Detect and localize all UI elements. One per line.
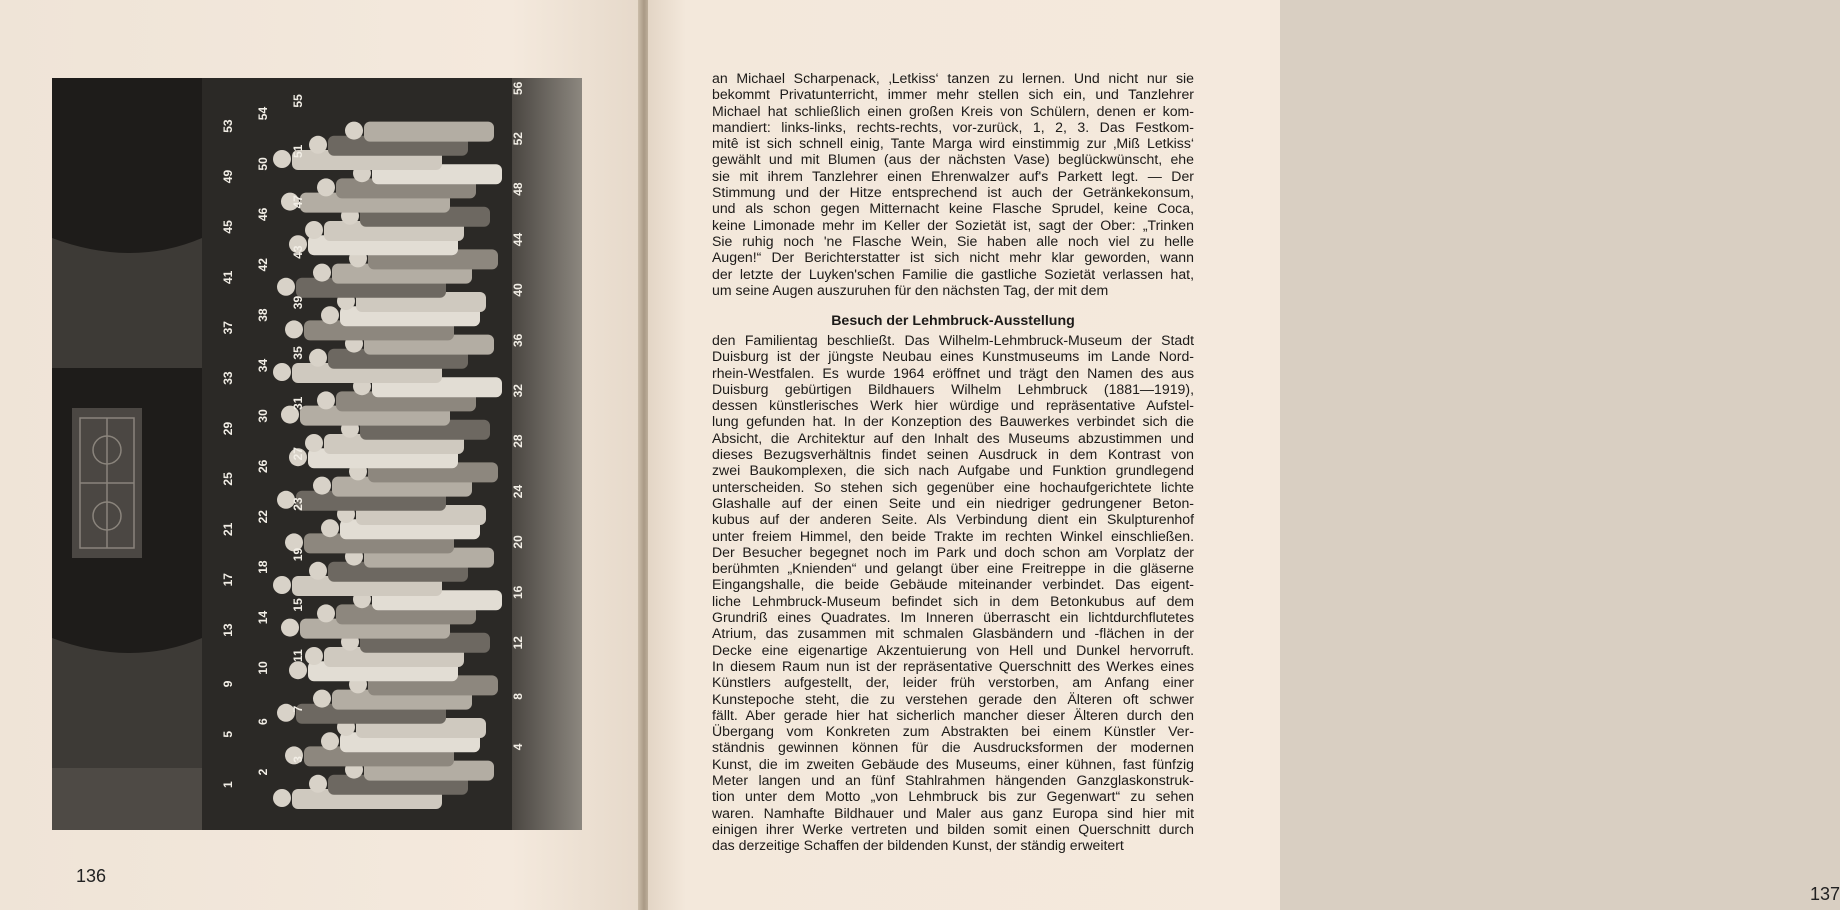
- person-head: [345, 122, 363, 140]
- person-head: [277, 278, 295, 296]
- text-line: Eingangshalle, die beide Gebäude miteinander verbindet. Das eigent-: [712, 576, 1194, 593]
- text-line: liche Lehmbruck-Museum befindet sich in dem Betonkubus auf dem: [712, 592, 1194, 609]
- text-line: Der Besucher begegnet noch im Park und doch schon am Vorplatz der: [712, 543, 1194, 560]
- group-photo-image: [52, 78, 582, 830]
- person-number-label: 2: [256, 768, 270, 776]
- page-number-left: 136: [76, 866, 107, 886]
- person-head: [317, 604, 335, 622]
- person-number-label: 13: [221, 623, 235, 637]
- text-line: Übergang vom Konkreten zum Abstrakten bei einem Künstler Ver-: [712, 723, 1194, 740]
- person-body: [364, 122, 494, 142]
- person-number-label: 3: [291, 756, 305, 763]
- person-number-label: 43: [291, 245, 305, 259]
- text-line: Stimmung und der Hitze entsprechend ist auch der Getränkekonsum,: [712, 184, 1194, 201]
- person-number-label: 36: [511, 333, 525, 347]
- text-line: an Michael Scharpenack, ‚Letkiss‘ tanzen zu lernen. Und nicht nur sie: [712, 70, 1194, 86]
- person-number-label: 38: [256, 308, 270, 322]
- person-head: [289, 661, 307, 679]
- person-number-label: 44: [511, 232, 525, 247]
- person-number-label: 8: [511, 693, 525, 700]
- person-head: [309, 349, 327, 367]
- person-number-label: 1: [221, 781, 235, 788]
- person-number-label: 23: [291, 497, 305, 511]
- person-number-label: 46: [256, 207, 270, 221]
- person-number-label: 11: [291, 649, 305, 662]
- person-head: [285, 320, 303, 338]
- text-line: mandiert: links-links, rechts-rechts, vor-zurück, 1, 2, 3. Das Festkom-: [712, 118, 1194, 135]
- text-line: Absicht, die Architektur auf den Inhalt des Museums abzustimmen und: [712, 429, 1194, 446]
- person-number-label: 24: [511, 484, 525, 499]
- person-number-label: 42: [256, 258, 270, 272]
- person-number-label: 45: [221, 220, 235, 234]
- text-line: Kunstepoche steht, die zu verstehen gerade den Älteren oft schwer: [712, 690, 1194, 707]
- text-line: Sie ruhig noch 'ne Flasche Wein, Sie haben alle noch viel zu helle: [712, 232, 1194, 249]
- person-number-label: 12: [511, 636, 525, 650]
- person-number-label: 10: [256, 661, 270, 675]
- person-number-label: 22: [256, 510, 270, 524]
- person-head: [321, 732, 339, 750]
- text-line: dieses Bezugsverhältnis findet seinen Ausdruck in dem Kontrast von: [712, 446, 1194, 463]
- person-head: [305, 434, 323, 452]
- person-head: [305, 221, 323, 239]
- person-number-label: 56: [511, 81, 525, 95]
- person-number-label: 32: [511, 384, 525, 398]
- text-line: kubus auf der anderen Seite. Als Verbindung dient ein Skulpturenhof: [712, 511, 1194, 528]
- text-line: sie mit ihrem Tanzlehrer einen Ehrenwalzer auf's Parkett legt. — Der: [712, 167, 1194, 184]
- person-number-label: 49: [221, 169, 235, 184]
- person-number-label: 28: [511, 434, 525, 448]
- text-line: und als schon gegen Mitternacht keine Flasche Sprudel, keine Coca,: [712, 200, 1194, 217]
- person-number-label: 27: [291, 447, 305, 461]
- person-head: [317, 178, 335, 196]
- person-head: [313, 477, 331, 495]
- person-number-label: 9: [221, 680, 235, 688]
- text-line: lung gefunden hat. In der Konzeption des Bauwerkes verbindet sich die: [712, 413, 1194, 430]
- text-line: zwei Baukomplexen, die sich nach Aufgabe und Funktion grundlegend: [712, 462, 1194, 479]
- person-head: [305, 647, 323, 665]
- person-head: [309, 562, 327, 580]
- person-number-label: 31: [291, 396, 305, 410]
- text-line: waren. Namhafte Bildhauer und Maler aus ganz Europa sind hier mit: [712, 804, 1194, 821]
- text-line: Kunst, die im zweiten Gebäude des Museums, einer kühnen, fast fünfzig: [712, 755, 1194, 772]
- person-number-label: 37: [221, 321, 235, 335]
- person-number-label: 7: [291, 705, 305, 713]
- text-line: der letzte der Luyken'schen Familie die gastliche Sozietät verlassen hat,: [712, 265, 1194, 282]
- person-number-label: 52: [511, 132, 525, 146]
- text-line: tion unter dem Motto „von Lehmbruck bis zur Gegenwart“ zu sehen: [712, 788, 1194, 805]
- person-head: [309, 775, 327, 793]
- text-line: Meter langen und an fünf Stahlrahmen hängenden Ganzglaskonstruk-: [712, 772, 1194, 789]
- text-line: dessen künstlerisches Werk hier würdige und repräsentative Aufstel-: [712, 397, 1194, 414]
- person-number-label: 51: [291, 144, 305, 158]
- text-line: berühmten „Knienden“ und gelangt über eine Freitreppe in die gläserne: [712, 560, 1194, 577]
- text-line: das derzeitige Schaffen der bildenden Kunst, der ständig erweitert: [712, 837, 1124, 854]
- person-number-label: 21: [221, 522, 235, 536]
- text-line: um seine Augen auszuruhen für den nächsten Tag, der mit dem: [712, 281, 1109, 298]
- person-number-label: 35: [291, 346, 305, 360]
- text-line: In diesem Raum nun ist der repräsentative Querschnitt des Werkes eines: [712, 657, 1194, 674]
- person-head: [309, 136, 327, 154]
- paragraph-1: [712, 70, 1194, 298]
- person-head: [281, 619, 299, 637]
- person-number-label: 40: [511, 283, 525, 297]
- text-line: einigen ihrer Werke vertreten und bilden somit einen Querschnitt durch: [712, 820, 1194, 837]
- text-line: bekommt Privatunterricht, immer mehr stellen sich ein, und Tanzlehrer: [712, 86, 1194, 103]
- text-line: Decke eine eigenartige Akzentuierung von Hell und Dunkel hervorruft.: [712, 641, 1194, 658]
- person-number-label: 29: [221, 421, 235, 436]
- person-number-label: 54: [256, 106, 270, 121]
- left-page: [0, 0, 640, 910]
- text-line: Augen!“ Der Berichterstatter ist sich nicht mehr klar geworden, wann: [712, 249, 1194, 266]
- person-head: [321, 306, 339, 324]
- person-number-label: 25: [221, 472, 235, 486]
- person-number-label: 14: [256, 610, 270, 625]
- page-number-right: 137: [1810, 884, 1840, 904]
- person-number-label: 41: [221, 270, 235, 284]
- person-head: [273, 150, 291, 168]
- person-number-label: 20: [511, 535, 525, 549]
- person-number-label: 30: [256, 409, 270, 423]
- text-line: Duisburg ist der jüngste Neubau eines Kunstmuseums im Lande Nord-: [712, 348, 1194, 365]
- text-line: Michael hat schließlich einen großen Kreis von Schülern, denen er kom-: [712, 102, 1194, 119]
- paragraph-2: [712, 332, 1194, 854]
- person-number-label: 53: [221, 119, 235, 133]
- person-number-label: 48: [511, 182, 525, 196]
- person-number-label: 34: [256, 358, 270, 373]
- text-line: unterscheiden. So stehen sich gegenüber eine hochaufgerichtete lichte: [712, 478, 1194, 495]
- text-line: Atrium, das zusammen mit schmalen Glasbändern und -flächen in der: [712, 625, 1194, 642]
- person-number-label: 5: [221, 730, 235, 738]
- text-line: fällt. Aber gerade hier hat sicherlich mancher dieser Älteren durch den: [712, 706, 1194, 723]
- text-line: mitê ist sich schnell einig, Tante Marga wird einstimmig zur ‚Miß Letkiss‘: [712, 135, 1194, 152]
- text-line: Künstlers aufgestellt, der, leider früh verstorben, am Anfang einer: [712, 674, 1194, 691]
- person-number-label: 16: [511, 585, 525, 599]
- person-number-label: 39: [291, 295, 305, 310]
- person-number-label: 4: [511, 743, 525, 751]
- text-line: ständnis gewinnen können für die Ausdrucksformen der modernen: [712, 739, 1194, 756]
- person-number-label: 47: [291, 195, 305, 209]
- person-number-label: 26: [256, 459, 270, 473]
- person-number-label: 17: [221, 573, 235, 587]
- text-line: gewählt und mit Blumen (aus der nächsten Vase) beglückwünscht, ehe: [712, 151, 1194, 168]
- group-photograph: [52, 78, 582, 830]
- person-head: [317, 391, 335, 409]
- text-line: den Familientag beschließt. Das Wilhelm-Lehmbruck-Museum der Stadt: [712, 332, 1194, 348]
- person-head: [273, 363, 291, 381]
- person-number-label: 6: [256, 718, 270, 725]
- person-number-label: 50: [256, 157, 270, 171]
- person-number-label: 33: [221, 371, 235, 385]
- text-line: Duisburg gebürtigen Bildhauers Wilhelm Lehmbruck (1881—1919),: [712, 380, 1194, 397]
- person-head: [273, 789, 291, 807]
- text-line: rhein-Westfalen. Es wurde 1964 eröffnet und trägt den Namen des aus: [712, 364, 1194, 381]
- person-number-label: 18: [256, 560, 270, 574]
- person-head: [313, 264, 331, 282]
- person-number-label: 55: [291, 94, 305, 108]
- text-line: keine Limonade mehr im Keller der Sozietät ist, sagt der Ober: „Trinken: [712, 216, 1194, 233]
- person-head: [321, 519, 339, 537]
- person-number-label: 19: [291, 547, 305, 562]
- person-number-label: 15: [291, 598, 305, 612]
- text-line: unter freiem Himmel, den beide Trakte im rechten Winkel einschließen.: [712, 527, 1194, 544]
- person-head: [273, 576, 291, 594]
- text-line: Glashalle auf der einen Seite und ein niedriger gedrungener Beton-: [712, 494, 1194, 511]
- text-line: Grundriß eines Quadrates. Im Inneren überrascht ein lichtdurchflutetes: [712, 609, 1194, 626]
- section-heading: Besuch der Lehmbruck-Ausstellung: [831, 313, 1075, 329]
- person-head: [313, 690, 331, 708]
